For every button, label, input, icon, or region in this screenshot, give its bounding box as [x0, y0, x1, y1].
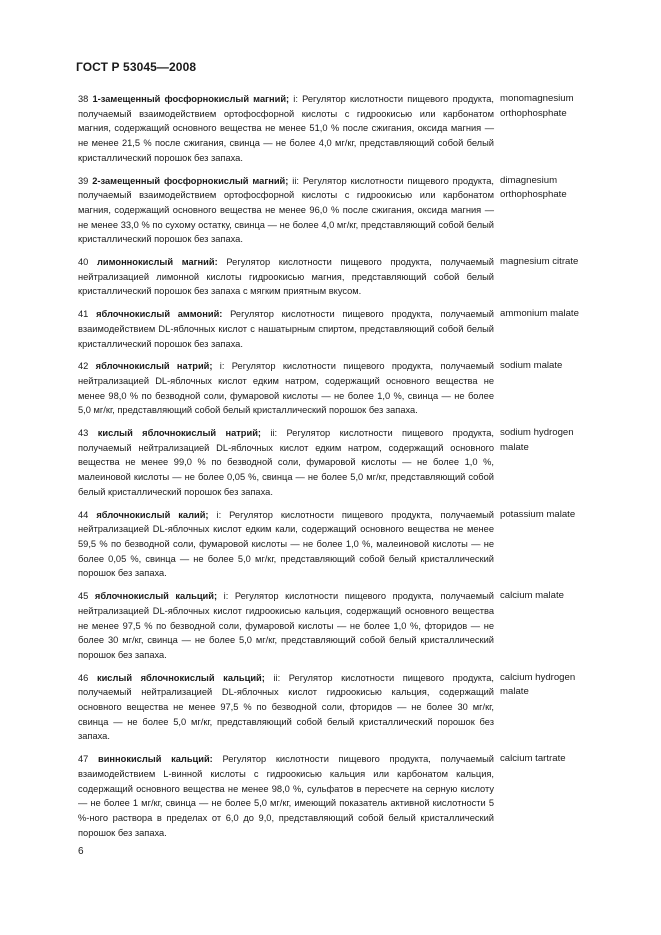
entry-definition — [78, 255, 494, 299]
entry-text: Регулятор кислотности пищевого продукта, получаемый взаимодействием DL-яблочных кислот с нашатырным спиртом, представляющий собой белый кристаллический порошок без запаха. — [78, 309, 494, 349]
glossary-entry — [78, 671, 618, 745]
entry-text: Регулятор кислотности пищевого продукта, получаемый взаимодействием L-винной кислоты с гидроокисью кальция или карбонатом кальция, содержащий основного вещества не менее 98,0 %, сульфатов в пересчете на серную кислоту — не более 1 мг/кг, свинца — не более 5,0 мг/кг, имеющий показатель активной кислотности 5 %-ного раствора в пределах от 6,0 до 9,0, представляющий собой белый кристаллический порошок без запаха. — [78, 754, 494, 838]
entry-number: 38 — [78, 94, 89, 104]
english-term-line: orthophosphate — [500, 107, 567, 119]
entry-definition — [78, 508, 494, 582]
entry-english-term — [500, 508, 618, 582]
entry-number: 43 — [78, 428, 89, 439]
standard-title: ГОСТ Р 53045—2008 — [76, 60, 197, 74]
entry-definition — [78, 92, 494, 166]
entry-definition — [78, 174, 494, 248]
english-term-line: dimagnesium — [500, 174, 558, 186]
english-term-line: ammonium malate — [500, 308, 579, 320]
english-term-line: sodium malate — [500, 360, 563, 372]
entry-english-term — [500, 426, 618, 500]
entry-term: яблочнокислый натрий; — [95, 361, 213, 372]
entry-english-term — [500, 589, 618, 663]
english-term-line: sodium hydrogen — [500, 427, 574, 439]
english-term-line: calcium tartrate — [500, 753, 566, 765]
english-term-line: malate — [500, 686, 529, 698]
document-header — [76, 60, 196, 74]
entry-number: 47 — [78, 754, 89, 765]
entry-number: 41 — [78, 309, 89, 320]
english-term-line: magnesium citrate — [500, 256, 579, 268]
entry-term: лимоннокислый магний: — [97, 257, 218, 268]
entry-text: i: Регулятор кислотности пищевого продукта, получаемый нейтрализацией DL-яблочных кислот едким натром, содержащий основного вещества не менее 98,0 % по безводной соли, фумаровой кислоты — не более 1,0 %, свинца — не более 5,0 мг/кг, представляющий собой белый кристаллический порошок без запаха. — [78, 361, 494, 416]
entry-english-term — [500, 174, 618, 248]
entry-text: i: Регулятор кислотности пищевого продукта, получаемый взаимодействием ортофосфорной кислоты с гидроокисью или карбонатом магния, содержащий основного вещества не менее 51,0 % после сжигания, оксида магния — не менее 21,5 % после сжигания, свинца — не более 4,0 мг/кг, представляющий собой белый кристаллический порошок без запаха. — [78, 94, 494, 163]
english-term-line: calcium malate — [500, 590, 564, 602]
entry-text: i: Регулятор кислотности пищевого продукта, получаемый нейтрализацией DL-яблочных кислот едким кали, содержащий основного вещества не менее 59,5 % по безводной соли, фумаровой кислоты — не более 1,0 %, малеиновой кислоты — не более 0,05 %, свинца — не более 5,0 мг/кг, представляющий собой белый кристаллический порошок без запаха. — [78, 509, 494, 579]
english-term-line: malate — [500, 441, 529, 453]
entry-term: яблочнокислый калий; — [96, 509, 209, 520]
entry-text: Регулятор кислотности пищевого продукта, получаемый нейтрализацией лимонной кислоты гидроокисью магния, представляющий собой белый кристаллический порошок без запаха с мягким приятным вкусом. — [78, 257, 494, 297]
entry-definition — [78, 589, 494, 663]
entry-term: виннокислый кальций: — [98, 754, 213, 765]
entry-english-term — [500, 307, 618, 351]
entry-term: яблочнокислый кальций; — [94, 591, 218, 602]
glossary-entry — [78, 508, 618, 582]
glossary-entry — [78, 255, 618, 299]
glossary-entry — [78, 92, 618, 166]
english-term-line: calcium hydrogen — [500, 671, 576, 683]
glossary-entries — [78, 92, 618, 848]
entry-term: 1-замещенный фосфорнокислый магний; — [92, 94, 290, 104]
entry-term: 2-замещенный фосфорнокислый магний; — [92, 175, 289, 186]
entry-text: ii: Регулятор кислотности пищевого продукта, получаемый нейтрализацией DL-яблочных кислот гидроокисью кальция, содержащий основного вещества не менее 97,5 % по безводной соли, фторидов — не более 30 мг/кг, свинца — не более 5,0 мг/кг, представляющий собой белый кристаллический порошок без запаха. — [78, 672, 494, 742]
entry-definition — [78, 307, 494, 351]
glossary-entry — [78, 359, 618, 418]
entry-number: 39 — [78, 175, 89, 186]
entry-english-term — [500, 359, 618, 418]
english-term-line: orthophosphate — [500, 189, 567, 201]
entry-definition — [78, 671, 494, 745]
entry-number: 45 — [78, 591, 89, 602]
glossary-entry — [78, 752, 618, 840]
entry-number: 42 — [78, 361, 89, 372]
entry-english-term — [500, 255, 618, 299]
glossary-entry — [78, 426, 618, 500]
entry-english-term — [500, 671, 618, 745]
entry-term: кислый яблочнокислый натрий; — [97, 428, 262, 439]
page-number: 6 — [78, 846, 84, 857]
entry-english-term — [500, 752, 618, 840]
entry-definition — [78, 752, 494, 840]
glossary-entry — [78, 174, 618, 248]
entry-term: яблочнокислый аммоний: — [96, 309, 223, 320]
entry-definition — [78, 359, 494, 418]
english-term-line: monomagnesium — [500, 93, 574, 104]
entry-text: ii: Регулятор кислотности пищевого продукта, получаемый взаимодействием ортофосфорной кислоты с гидроокисью или карбонатом магния, содержащий основного вещества не менее 96,0 % после сжигания, оксида магния — не менее 33,0 % по сухому остатку, свинца — не более 4,0 мг/кг, представляющий собой белый кристаллический порошок без запаха. — [78, 175, 494, 245]
glossary-entry — [78, 589, 618, 663]
entry-english-term — [500, 92, 618, 166]
entry-number: 46 — [78, 672, 89, 683]
english-term-line: potassium malate — [500, 508, 576, 520]
entry-term: кислый яблочнокислый кальций; — [96, 672, 265, 683]
entry-definition — [78, 426, 494, 500]
entry-number: 44 — [78, 509, 89, 520]
entry-text: i: Регулятор кислотности пищевого продукта, получаемый нейтрализацией DL-яблочных кислот гидроокисью кальция, содержащий основного вещества не менее 97,5 % по безводной соли, фумаровой кислоты — не более 1,0 %, фторидов — не более 30 мг/кг, свинца — не более 5,0 мг/кг, представляющий собой белый кристаллический порошок без запаха. — [78, 591, 494, 660]
entry-number: 40 — [78, 257, 89, 268]
entry-text: ii: Регулятор кислотности пищевого продукта, получаемый нейтрализацией DL-яблочных кислот едким натром, содержащий основного вещества не менее 99,0 % по безводной соли, фумаровой кислоты — не более 1,0 %, малеиновой кислоты — не более 0,05 %, свинца — не более 5,0 мг/кг, представляющий собой белый кристаллический порошок без запаха. — [78, 428, 494, 497]
glossary-entry — [78, 307, 618, 351]
